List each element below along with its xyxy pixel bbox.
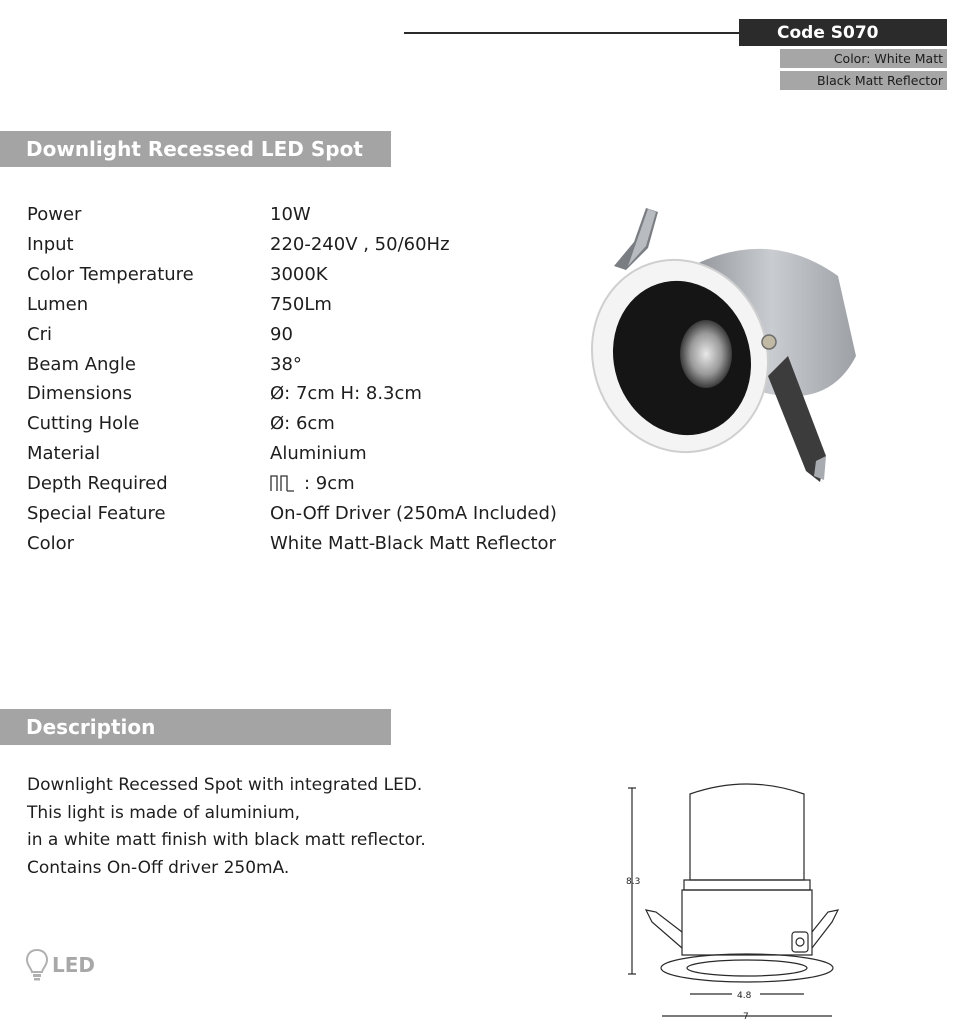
spec-row xyxy=(27,259,328,289)
description-line: Contains On-Off driver 250mA. xyxy=(27,857,290,878)
spec-value: 3000K xyxy=(270,263,328,285)
spec-label: Color Temperature xyxy=(27,263,194,285)
spec-row xyxy=(27,349,302,379)
description-text xyxy=(27,772,426,882)
spec-row xyxy=(27,289,332,319)
left-spring-clip xyxy=(646,910,682,948)
height-label: 8.3 xyxy=(626,877,641,887)
led-logo-text: LED xyxy=(52,953,96,977)
spec-row xyxy=(27,528,556,558)
inner-opening-outline xyxy=(687,960,807,976)
spec-row xyxy=(27,498,557,528)
color-badge: Color: White Matt xyxy=(780,49,947,68)
dimension-drawing xyxy=(622,772,842,1020)
spec-label: Cri xyxy=(27,323,52,345)
spec-value: 10W xyxy=(270,203,311,225)
bulb-icon xyxy=(26,948,48,982)
upper-housing xyxy=(690,784,804,880)
header-rule xyxy=(404,32,744,34)
product-photo xyxy=(588,206,868,486)
spec-row xyxy=(27,408,335,438)
description-line: This light is made of aluminium, xyxy=(27,802,301,823)
spec-label: Power xyxy=(27,203,82,225)
spec-label: Color xyxy=(27,532,74,554)
reflector-badge: Black Matt Reflector xyxy=(780,71,947,90)
spec-row xyxy=(27,468,355,498)
spec-value: Ø: 6cm xyxy=(270,412,335,434)
spec-value: Ø: 7cm H: 8.3cm xyxy=(270,382,422,404)
spec-value: 750Lm xyxy=(270,293,332,315)
spec-label: Dimensions xyxy=(27,382,133,404)
spec-label: Input xyxy=(27,233,74,255)
spec-row xyxy=(27,199,311,229)
description-line: in a white matt finish with black matt reflector. xyxy=(27,830,426,850)
spec-label: Cutting Hole xyxy=(27,412,140,434)
product-title: Downlight Recessed LED Spot xyxy=(0,131,391,167)
spec-row xyxy=(27,438,367,468)
spec-value: 90 xyxy=(270,323,293,345)
mount-screw xyxy=(762,335,776,349)
led-logo xyxy=(26,948,95,982)
outer-width-label: 7 xyxy=(743,1012,749,1020)
inner-width-label: 4.8 xyxy=(737,991,752,1001)
spec-value: Aluminium xyxy=(270,442,367,464)
clip-bracket xyxy=(792,932,808,952)
spec-row xyxy=(27,229,450,259)
description-heading: Description xyxy=(0,709,391,745)
spec-row xyxy=(27,378,422,408)
spring-clip-highlight xyxy=(628,209,656,266)
spec-value: 220-240V , 50/60Hz xyxy=(270,233,450,255)
spec-value: 38° xyxy=(270,353,302,375)
spec-value xyxy=(270,473,355,494)
spec-label: Special Feature xyxy=(27,502,166,524)
recess-depth-icon xyxy=(270,473,298,493)
spec-label: Material xyxy=(27,442,101,464)
led-chip xyxy=(680,320,732,388)
spec-value: On-Off Driver (250mA Included) xyxy=(270,502,557,524)
spec-label: Lumen xyxy=(27,293,89,315)
spec-label: Depth Required xyxy=(27,472,168,494)
spec-row xyxy=(27,319,293,349)
right-spring-clip xyxy=(812,910,838,948)
spec-value: White Matt-Black Matt Reflector xyxy=(270,532,556,554)
housing-band xyxy=(684,880,810,890)
product-code-badge: Code S070 xyxy=(739,19,947,46)
spec-value-text: : 9cm xyxy=(304,472,355,494)
description-line: Downlight Recessed Spot with integrated LED. xyxy=(27,775,423,795)
spec-label: Beam Angle xyxy=(27,353,136,375)
